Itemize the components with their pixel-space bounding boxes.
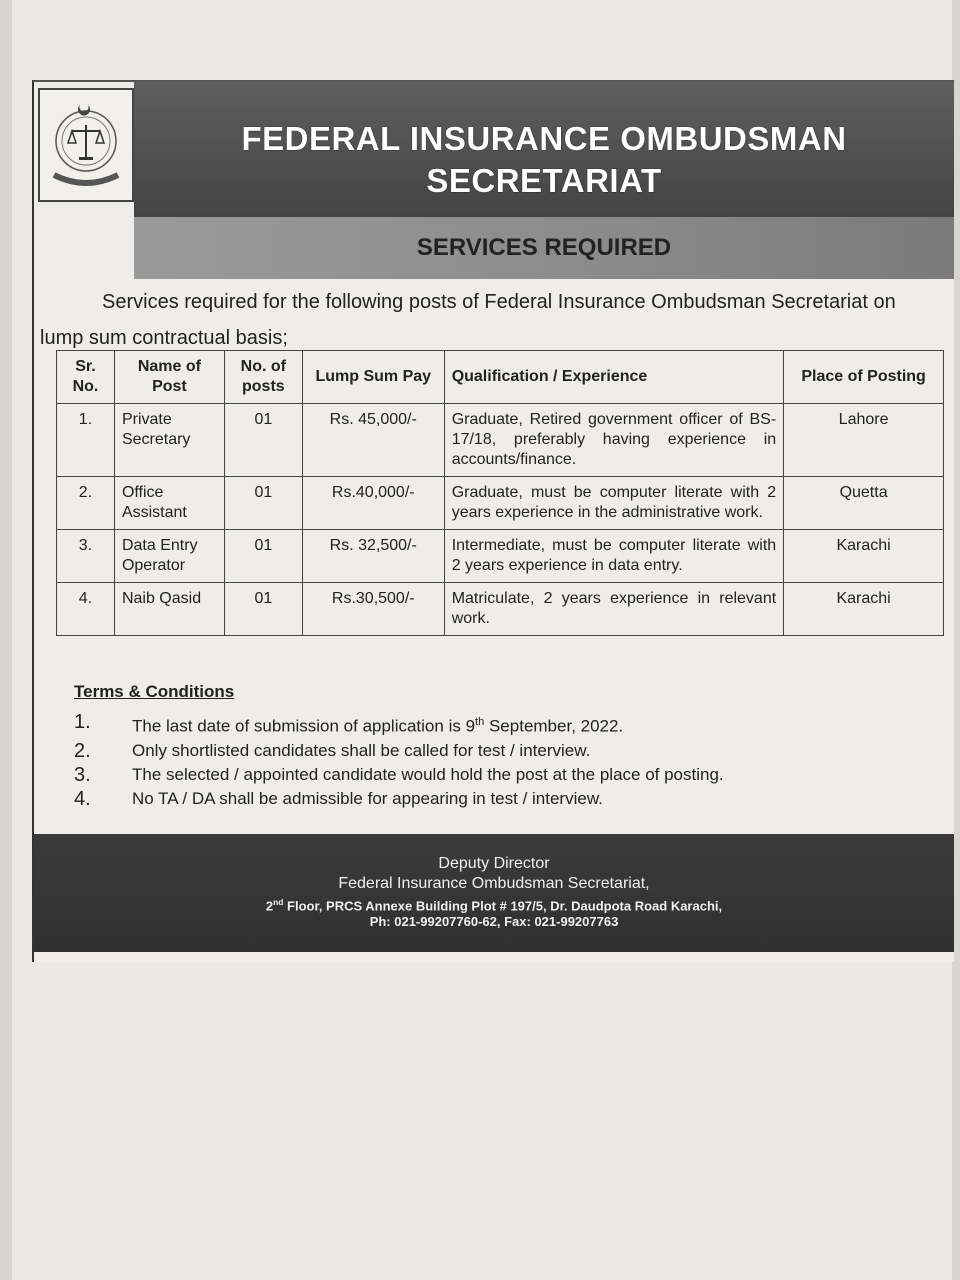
cell-posts: 01 — [224, 583, 302, 636]
paper — [12, 0, 952, 1280]
table-row — [57, 477, 944, 530]
address-rest: Floor, PRCS Annexe Building Plot # 197/5, Dr. Daudpota Road Karachi, — [283, 898, 723, 914]
cell-post: Data Entry Operator — [114, 530, 224, 583]
intro-paragraph — [40, 284, 950, 356]
cell-qualification: Intermediate, must be computer literate with 2 years experience in data entry. — [444, 530, 783, 583]
cell-pay: Rs. 45,000/- — [302, 404, 444, 477]
posts-table — [56, 350, 944, 636]
cell-place: Lahore — [784, 404, 944, 477]
advertisement-sheet — [32, 80, 954, 962]
emblem-logo — [38, 88, 134, 202]
cell-qualification: Graduate, must be computer literate with 2 years experience in the administrative work. — [444, 477, 783, 530]
term-text — [132, 710, 894, 739]
address-sup: nd — [273, 897, 284, 907]
cell-pay: Rs. 32,500/- — [302, 530, 444, 583]
cell-qualification: Graduate, Retired government officer of BS-17/18, preferably having experience in accounts/finance. — [444, 404, 783, 477]
cell-place: Karachi — [784, 583, 944, 636]
footer-office: Federal Insurance Ombudsman Secretariat, — [338, 875, 650, 892]
table-row — [57, 404, 944, 477]
cell-sr: 3. — [57, 530, 115, 583]
cell-posts: 01 — [224, 530, 302, 583]
cell-post: Private Secretary — [114, 404, 224, 477]
contact-footer — [34, 834, 954, 952]
footer-address — [34, 894, 954, 914]
table-header-row — [57, 351, 944, 404]
cell-posts: 01 — [224, 477, 302, 530]
header-posts: No. of posts — [224, 351, 302, 404]
title-line-2: SECRETARIAT — [426, 162, 662, 199]
term-number: 1. — [74, 711, 91, 733]
term-number: 2. — [74, 739, 91, 762]
term-text: The selected / appointed candidate would hold the post at the place of posting. — [132, 764, 724, 784]
header-pay: Lump Sum Pay — [302, 351, 444, 404]
table-row — [57, 583, 944, 636]
intro-line-2: lump sum contractual basis; — [40, 327, 288, 349]
term-text-sup: th — [475, 716, 485, 728]
address-floor: 2 — [265, 898, 274, 914]
section-heading: SERVICES REQUIRED — [416, 234, 672, 261]
title-line-1: FEDERAL INSURANCE OMBUDSMAN — [241, 120, 847, 157]
cell-sr: 4. — [57, 583, 115, 636]
term-number: 4. — [74, 787, 91, 810]
term-item — [74, 710, 894, 739]
cell-post: Naib Qasid — [114, 583, 224, 636]
term-text-part: The last date of submission of application is 9 — [132, 716, 476, 736]
cell-post: Office Assistant — [114, 477, 224, 530]
cell-place: Karachi — [784, 530, 944, 583]
term-item — [74, 763, 894, 787]
cell-place: Quetta — [784, 477, 944, 530]
cell-pay: Rs.40,000/- — [302, 477, 444, 530]
cell-pay: Rs.30,500/- — [302, 583, 444, 636]
term-item — [74, 787, 894, 811]
footer-designation: Deputy Director — [438, 855, 550, 872]
terms-section — [74, 682, 894, 811]
header-place: Place of Posting — [784, 351, 944, 404]
header-qualification: Qualification / Experience — [444, 351, 783, 404]
term-item — [74, 739, 894, 763]
footer-phone: Ph: 021-99207760-62, Fax: 021-99207763 — [369, 914, 619, 930]
term-text: Only shortlisted candidates shall be called for test / interview. — [132, 740, 591, 760]
term-text-part: September, 2022. — [484, 716, 624, 736]
terms-title: Terms & Conditions — [74, 682, 235, 701]
organization-title — [134, 118, 954, 202]
cell-qualification: Matriculate, 2 years experience in relevant work. — [444, 583, 783, 636]
intro-line-1: Services required for the following posts of Federal Insurance Ombudsman Secretariat on — [102, 291, 896, 313]
cell-posts: 01 — [224, 404, 302, 477]
header-sr: Sr. No. — [57, 351, 115, 404]
cell-sr: 1. — [57, 404, 115, 477]
term-text: No TA / DA shall be admissible for appearing in test / interview. — [132, 788, 603, 808]
cell-sr: 2. — [57, 477, 115, 530]
header-post: Name of Post — [114, 351, 224, 404]
table-row — [57, 530, 944, 583]
scales-emblem-icon — [46, 97, 126, 193]
term-number: 3. — [74, 763, 91, 786]
